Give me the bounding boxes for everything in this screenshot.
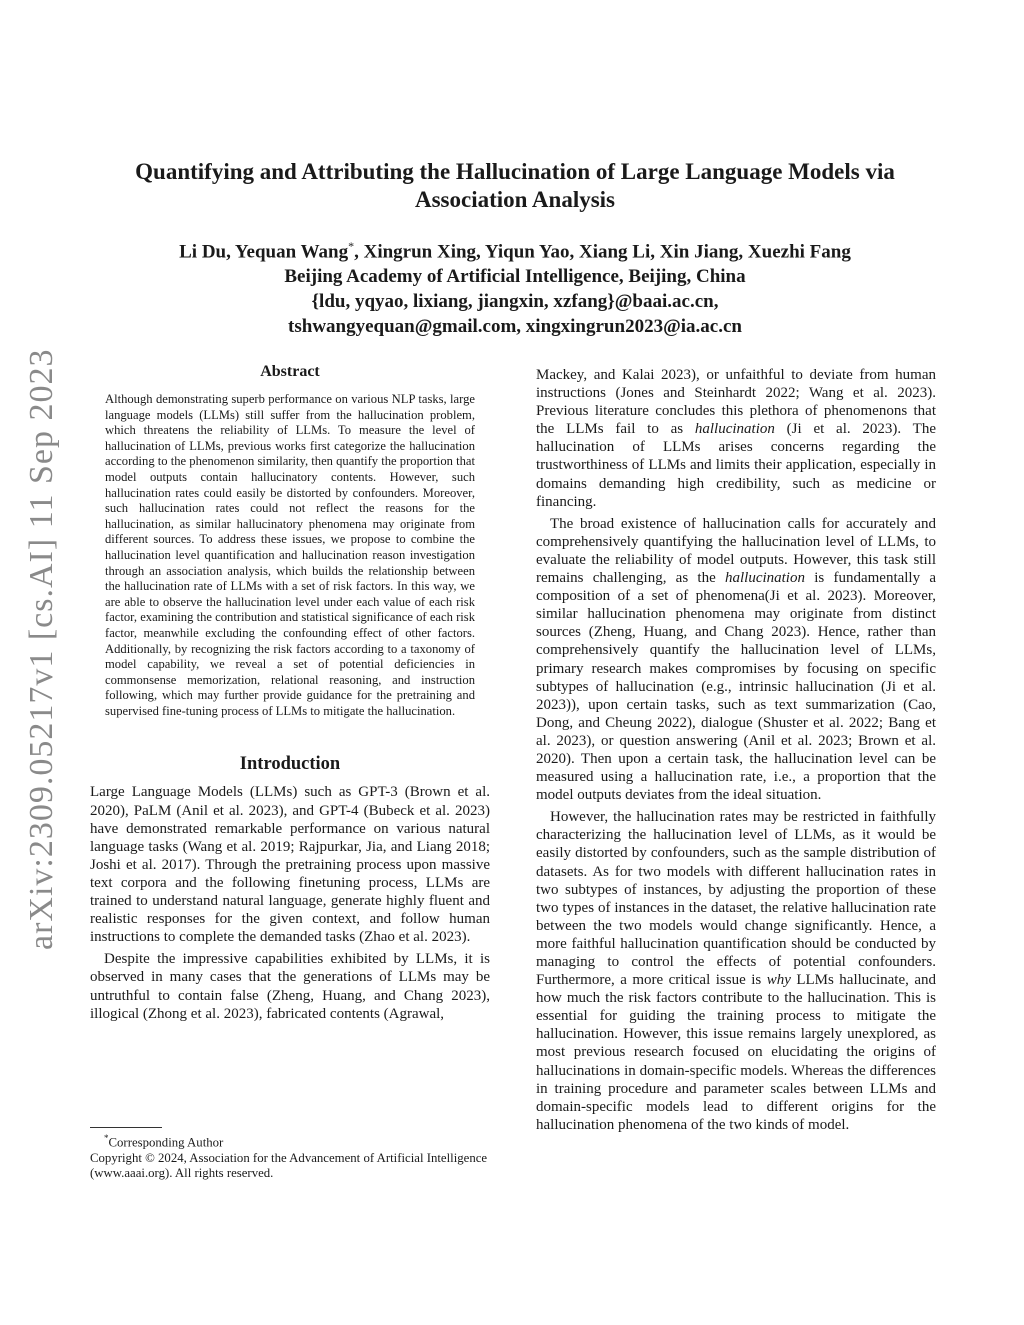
right-p3-emphasis: why xyxy=(766,972,791,989)
intro-paragraph-2: Despite the impressive capabilities exhibited by LLMs, it is observed in many cases that the generations of LLMs may be untruthful to contain false (Zheng, Huang, and Chang 2023), illogical (Zhong et al. 2023), fabricated contents (Agrawal, xyxy=(90,951,490,1022)
right-column xyxy=(536,366,936,1134)
author-block xyxy=(95,234,935,339)
footnote-mark: * xyxy=(104,1133,109,1143)
abstract-text: Although demonstrating superb performance on various NLP tasks, large language models (LLMs) still suffer from the hallucination problem, which threatens the reliability of LLMs. To measure the level of hallucination of LLMs, previous works first categorize the hallucination according to the phenomenon similarity, then quantify the proportion that model outputs contain hallucinatory contents. However, such hallucination rates could easily be distorted by confounders. Moreover, such hallucination rates could not reflect the reasons for the hallucination, as similar hallucinatory phenomena may originate from different sources. To address these issues, we propose to combine the hallucination level quantification and hallucination reason investigation through an association analysis, which builds the relationship between the hallucination rate of LLMs with a set of risk factors. In this way, we are able to observe the hallucination level under each value of each risk factor, examining the contribution and statistical significance of each risk factor, meanwhile excluding the confounding effect of other factors. Additionally, by recognizing the risk factors according to a taxonomy of model capability, we reveal a set of potential deficiencies in commonsense memorization, relational reasoning, and instruction following, which may further provide guidance for the pretraining and supervised fine-tuning process of LLMs to mitigate the hallucination. xyxy=(105,392,475,718)
right-p1-emphasis: hallucination xyxy=(694,421,775,438)
title-line-2: Association Analysis xyxy=(414,187,615,212)
title-line-1: Quantifying and Attributing the Hallucination of Large Language Models via xyxy=(135,159,895,184)
right-paragraph-1 xyxy=(536,366,936,511)
paper-title xyxy=(95,158,935,214)
footnote-author-text: Corresponding Author xyxy=(108,1135,224,1150)
corresponding-author-note xyxy=(90,1131,490,1151)
footnote-rule xyxy=(90,1127,162,1128)
footnote-block xyxy=(90,1127,490,1182)
author-names xyxy=(95,234,935,264)
right-p3-text-a: However, the hallucination rates may be restricted in faithfully characterizing the hallucination level of LLMs, as it would be easily distorted by confounders, such as the sample distribution of datasets. As for two models with different hallucination rates in two subtypes of instances, by adjusting the proportion of these two types of instances in the dataset, the relative hallucination rate between the two models would change significantly. Hence, a more faithful hallucination quantification should be conducted by managing to control the effects of potential confounders. Furthermore, a more critical issue is xyxy=(536,809,936,989)
right-p1-text-b: (Ji et al. 2023). The hallucination of LLMs arises concerns regarding the trustworthiness of LLMs and limits their application, especially in domains demanding high credibility, such as medicine or financing. xyxy=(536,421,936,510)
author-names-part-1: Li Du, Yequan Wang xyxy=(179,241,349,263)
author-names-part-2: , Xingrun Xing, Yiqun Yao, Xiang Li, Xin Jiang, Xuezhi Fang xyxy=(354,241,851,263)
intro-paragraph-1: Large Language Models (LLMs) such as GPT-3 (Brown et al. 2020), PaLM (Anil et al. 2023), and GPT-4 (Bubeck et al. 2023) have demonstrated remarkable performance on various natural language tasks (Wang et al. 2019; Rajpurkar, Jia, and Liang 2018; Joshi et al. 2017). Through the pretraining process upon massive text corpora and the following finetuning process, LLMs are trained to understand natural language, generate highly fluent and realistic responses for the given context, and follow human instructions to complete the demanded tasks (Zhao et al. 2023). xyxy=(90,784,490,946)
affiliation: Beijing Academy of Artificial Intelligence, Beijing, China xyxy=(284,266,746,288)
corresponding-mark: * xyxy=(348,239,355,253)
abstract-heading: Abstract xyxy=(260,363,320,380)
paper-header xyxy=(95,158,935,339)
right-p2-text-a: The broad existence of hallucination calls for accurately and comprehensively quantifying the hallucination level of LLMs, to evaluate the reliability of model outputs. However, this task still remains challenging, as the xyxy=(536,515,936,587)
right-p3-text-b: LLMs hallucinate, and how much the risk factors contribute to the hallucination. This is essential for guiding the training process to mitigate the hallucination. However, this issue remains largely unexplored, as most previous research focused on elucidating the origins of hallucinations in domain-specific models. Whereas the differences in training procedure and parameter scales between LLMs and domain-specific models lead to different origins for the hallucination phenomena of the two kinds of model. xyxy=(536,972,936,1133)
author-emails-2: tshwangyequan@gmail.com, xingxingrun2023@ia.ac.cn xyxy=(288,316,742,338)
introduction-heading: Introduction xyxy=(239,754,341,775)
right-paragraph-3 xyxy=(536,808,936,1134)
right-p2-text-b: is fundamentally a composition of a set of phenomena(Ji et al. 2023). Moreover, similar hallucination phenomena may originate from distinct sources (Zheng, Huang, and Chang 2023). Hence, rather than comprehensively quantify the hallucination level of LLMs, primary research makes compromises by focusing on specific subtypes of hallucination (e.g., intrinsic hallucination (Ji et al. 2023)), upon certain tasks, such as text summarization (Cao, Dong, and Cheung 2022), dialogue (Shuster et al. 2022; Bang et al. 2023), or question answering (Anil et al. 2023; Brown et al. 2020). Then upon a certain task, the hallucination level can be measured using a hallucination rate, i.e., a proportion that the model outputs deviates from the ideal situation. xyxy=(536,570,936,804)
right-paragraph-2 xyxy=(536,515,936,805)
copyright-note: Copyright © 2024, Association for the Advancement of Artificial Intelligence (www.aaai.org). All rights reserved. xyxy=(90,1150,488,1181)
author-emails-1: {ldu, yqyao, lixiang, jiangxin, xzfang}@baai.ac.cn, xyxy=(311,291,719,313)
right-p1-text-a: Mackey, and Kalai 2023), or unfaithful to deviate from human instructions (Jones and Steinhardt 2022; Wang et al. 2023). Previous literature concludes this plethora of phenomenons that the LLMs fail to as xyxy=(536,367,936,438)
arxiv-identifier: arXiv:2309.05217v1 [cs.AI] 11 Sep 2023 xyxy=(23,348,60,950)
left-column xyxy=(90,362,490,1023)
right-p2-emphasis: hallucination xyxy=(724,570,805,587)
